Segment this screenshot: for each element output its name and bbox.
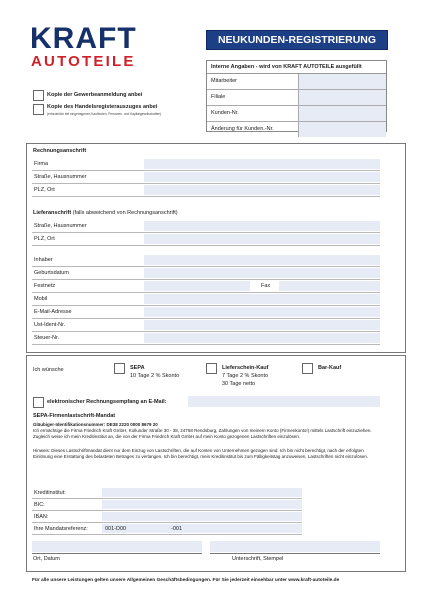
field-input[interactable] xyxy=(144,234,380,244)
creditor-id: Gläubiger-Identifikationsnummer: DE38 2220 0000 8679 20 xyxy=(33,422,158,427)
internal-field-row xyxy=(207,90,386,106)
internal-info-heading: Interne Angaben - wird von KRAFT AUTOTEILE ausgefüllt xyxy=(207,61,386,74)
contact-row-birthdate xyxy=(32,267,380,280)
internal-field-input[interactable] xyxy=(298,122,386,137)
bank-row-institute xyxy=(32,487,302,499)
mandate-heading: SEPA-Firmenlastschrift-Mandat xyxy=(33,413,116,419)
field-label: Straße, Hausnummer xyxy=(34,223,87,229)
barkauf-checkbox[interactable] xyxy=(302,363,313,374)
field-input[interactable] xyxy=(102,500,302,509)
sepa-checkbox[interactable] xyxy=(114,363,125,374)
delivery-heading-title: Lieferanschrift xyxy=(33,210,72,216)
gewerbe-label: Kopie der Gewerbeanmeldung anbei xyxy=(47,92,143,98)
contact-row-mobile xyxy=(32,293,380,306)
internal-info-box xyxy=(206,60,387,132)
logo-brand-bottom: AUTOTEILE xyxy=(31,53,136,70)
internal-field-label: Filiale xyxy=(211,94,226,100)
lieferschein-terms-1: 7 Tage 2 % Skonto xyxy=(222,373,269,379)
delivery-heading-note: (falls abweichend von Rechnungsanschrift) xyxy=(72,210,178,216)
field-input[interactable] xyxy=(144,221,380,231)
field-label: Inhaber xyxy=(34,257,53,263)
delivery-row-street xyxy=(32,220,380,233)
internal-field-input[interactable] xyxy=(298,74,386,89)
field-label: IBAN: xyxy=(34,514,49,520)
signature-input[interactable] xyxy=(210,541,380,552)
field-label: Steuer-Nr. xyxy=(34,335,60,341)
contact-row-vat xyxy=(32,319,380,332)
place-date-input[interactable] xyxy=(32,541,202,552)
internal-field-row xyxy=(207,122,386,137)
billing-row-street xyxy=(32,171,380,184)
mandate-text: Ich ermächtige die Firma Friedrich Kraft GmbH, Kollunder Straße 30 - 38, 24768 Rendsburg, Zahlungen von meinem Konto (Firmenkonto!) mittels Lastschrift einzuziehen. Zugleich weise ich mein Kreditinstitut an, die von der Firma Friedrich Kraft GmbH auf mein Konto gezogenen Lastschriften einzulösen. xyxy=(33,428,372,439)
payment-intro: Ich wünsche xyxy=(33,367,64,373)
field-input[interactable] xyxy=(144,268,380,278)
field-label: Mobil xyxy=(34,296,48,302)
bank-row-bic xyxy=(32,499,302,511)
field-label: Firma xyxy=(34,161,49,167)
contact-row-tax xyxy=(32,332,380,345)
bank-row-iban xyxy=(32,511,302,523)
field-input[interactable] xyxy=(144,172,380,182)
field-input[interactable] xyxy=(102,512,302,521)
mandate-ref-field[interactable] xyxy=(102,524,302,533)
footer-note: Für alle unsere Leistungen gelten unsere Allgemeinen Geschäftsbedingungen. Für Sie jederzeit einsehbar unter www.kraft-autoteile.de xyxy=(32,578,340,583)
signature-label: Unterschrift, Stempel xyxy=(232,556,284,562)
handelsregister-label: Kopie des Handelsregisterauszuges anbei xyxy=(47,104,158,110)
place-date-label: Ort, Datum xyxy=(33,556,60,562)
handelsregister-note: (erforderlich bei eingetragenen Kaufleuten, Personen- und Kapitalgesellschaften) xyxy=(47,112,162,116)
mandate-ref-suffix: -001 xyxy=(171,526,183,532)
field-label: BIC: xyxy=(34,502,45,508)
field-label: Ihre Mandatsreferenz: xyxy=(34,526,88,532)
barkauf-label: Bar-Kauf xyxy=(318,365,342,371)
phone-input[interactable] xyxy=(144,281,250,291)
delivery-row-city xyxy=(32,233,380,246)
internal-field-input[interactable] xyxy=(298,90,386,105)
field-label: PLZ, Ort xyxy=(34,236,55,242)
fax-label: Fax xyxy=(261,283,271,289)
lieferschein-terms-2: 30 Tage netto xyxy=(222,381,256,387)
internal-field-row xyxy=(207,106,386,122)
logo-brand-top: KRAFT xyxy=(30,22,137,55)
field-input[interactable] xyxy=(144,333,380,343)
einvoice-checkbox[interactable] xyxy=(33,397,44,408)
einvoice-label: elektronischer Rechnungsempfang an E-Mail: xyxy=(47,399,167,405)
lieferschein-title: Lieferschein-Kauf xyxy=(222,365,269,371)
field-label: PLZ, Ort xyxy=(34,187,55,193)
field-input[interactable] xyxy=(144,159,380,169)
field-input[interactable] xyxy=(144,294,380,304)
billing-row-firma xyxy=(32,158,380,171)
field-label: Straße, Hausnummer xyxy=(34,174,87,180)
internal-field-row xyxy=(207,74,386,90)
payment-section-frame xyxy=(26,355,406,572)
internal-field-label: Kunden-Nr. xyxy=(211,110,239,116)
field-label: Ust-Ident-Nr. xyxy=(34,322,66,328)
field-label: Kreditinstitut: xyxy=(34,490,66,496)
sepa-terms: 10 Tage 2 % Skonto xyxy=(130,373,180,379)
delivery-heading xyxy=(33,210,178,216)
internal-field-label: Mitarbeiter xyxy=(211,78,237,84)
field-label: E-Mail-Adresse xyxy=(34,309,72,315)
field-label: Festnetz xyxy=(34,283,56,289)
gewerbe-checkbox[interactable] xyxy=(33,90,44,101)
sepa-title: SEPA xyxy=(130,365,145,371)
bank-row-mandate-ref xyxy=(32,523,302,535)
internal-field-input[interactable] xyxy=(298,106,386,121)
billing-heading: Rechnungsanschrift xyxy=(33,148,87,154)
internal-field-label: Änderung für Kunden.-Nr. xyxy=(211,126,274,132)
contact-row-phone xyxy=(32,280,380,293)
field-input[interactable] xyxy=(144,307,380,317)
mandate-note: Hinweis: Dieses Lastschriftmandat dient nur dem Einzug von Lastschriften, die auf Konten von Unternehmen gezogen sind. Ich bin nicht berechtigt, nach der erfolgten Einlösung eine Erstattung des belasteten Betrages zu verlangen. Ich bin berechtigt, mein Kreditinstitut bis zum Fälligkeitstag anzuweisen, Lastschriften nicht einzulösen. xyxy=(33,448,369,459)
lieferschein-checkbox[interactable] xyxy=(206,363,217,374)
signature-line xyxy=(210,553,380,554)
billing-row-city xyxy=(32,184,380,197)
contact-row-owner xyxy=(32,254,380,267)
einvoice-email-input[interactable] xyxy=(188,396,380,407)
handelsregister-checkbox[interactable] xyxy=(33,104,44,115)
page-title: NEUKUNDEN-REGISTRIERUNG xyxy=(206,30,388,50)
fax-input[interactable] xyxy=(279,281,380,291)
field-input[interactable] xyxy=(144,185,380,195)
mandate-ref-prefix: 001-D00 xyxy=(105,526,127,532)
place-date-line xyxy=(32,553,202,554)
field-label: Geburtsdatum xyxy=(34,270,69,276)
field-input[interactable] xyxy=(144,320,380,330)
field-input[interactable] xyxy=(102,488,302,497)
contact-row-email xyxy=(32,306,380,319)
field-input[interactable] xyxy=(144,255,380,265)
